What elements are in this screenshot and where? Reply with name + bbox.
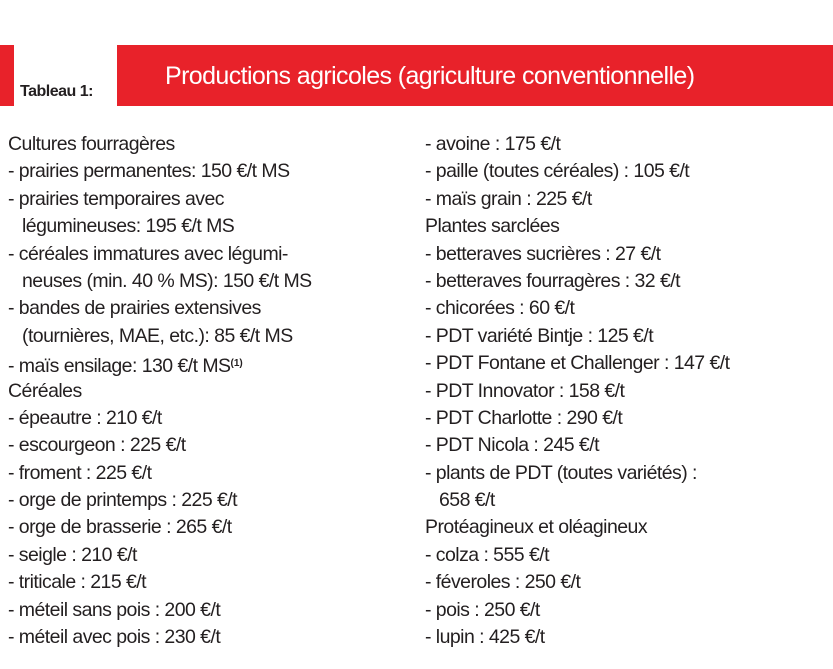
left-column bbox=[8, 131, 312, 651]
table-label: Tableau 1: bbox=[20, 83, 93, 100]
list-item bbox=[8, 487, 312, 514]
list-item bbox=[8, 542, 312, 569]
list-item-text: - colza : 555 €/t bbox=[425, 543, 549, 566]
header-band bbox=[0, 45, 833, 106]
list-item bbox=[425, 295, 729, 322]
list-item-text: - triticale : 215 €/t bbox=[8, 571, 147, 594]
list-item bbox=[425, 432, 729, 459]
list-item-text: - céréales immatures avec légumi- bbox=[8, 242, 288, 265]
list-item-text: Plantes sarclées bbox=[425, 215, 560, 238]
list-item-text: - paille (toutes céréales) : 105 €/t bbox=[425, 160, 690, 183]
list-item bbox=[425, 542, 729, 569]
list-item-text: - lupin : 425 €/t bbox=[425, 626, 545, 649]
list-item bbox=[8, 624, 312, 651]
list-item bbox=[425, 569, 729, 596]
list-item bbox=[425, 378, 729, 405]
right-column bbox=[425, 131, 729, 651]
list-item-text: - bandes de prairies extensives bbox=[8, 297, 261, 320]
list-item bbox=[425, 241, 729, 268]
list-item-text: - maïs grain : 225 €/t bbox=[425, 187, 592, 210]
list-item-text: - méteil avec pois : 230 €/t bbox=[8, 626, 221, 649]
list-item bbox=[8, 295, 312, 322]
list-item-text: Céréales bbox=[8, 379, 82, 402]
list-item bbox=[8, 158, 312, 185]
list-item bbox=[8, 597, 312, 624]
list-item-text: - féveroles : 250 €/t bbox=[425, 571, 581, 594]
list-item-text: Protéagineux et oléagineux bbox=[425, 516, 648, 539]
list-item bbox=[8, 432, 312, 459]
list-item-text: - PDT Fontane et Challenger : 147 €/t bbox=[425, 352, 730, 375]
list-item bbox=[8, 514, 312, 541]
list-item-text: - pois : 250 €/t bbox=[425, 598, 540, 621]
list-item-text: - escourgeon : 225 €/t bbox=[8, 434, 186, 457]
list-item bbox=[425, 460, 729, 487]
list-item bbox=[425, 405, 729, 432]
list-item-text: - plants de PDT (toutes variétés) : bbox=[425, 461, 697, 484]
list-item bbox=[425, 186, 729, 213]
table-label-box bbox=[14, 27, 117, 106]
list-item-text: - PDT Innovator : 158 €/t bbox=[425, 379, 625, 402]
table-title: Productions agricoles (agriculture conventionnelle) bbox=[165, 62, 695, 90]
list-item bbox=[425, 624, 729, 651]
list-item-text: - avoine : 175 €/t bbox=[425, 133, 561, 155]
list-item-text: - méteil sans pois : 200 €/t bbox=[8, 598, 221, 621]
list-item-text: - épeautre : 210 €/t bbox=[8, 406, 162, 429]
list-item-text: - orge de printemps : 225 €/t bbox=[8, 489, 238, 512]
list-item-text: - PDT Nicola : 245 €/t bbox=[425, 434, 599, 457]
list-item bbox=[425, 213, 729, 240]
list-item bbox=[8, 213, 312, 240]
list-item bbox=[425, 323, 729, 350]
list-item-text: - prairies permanentes: 150 €/t MS bbox=[8, 160, 290, 183]
list-item-text: (tournières, MAE, etc.): 85 €/t MS bbox=[22, 324, 293, 347]
list-item-text: - betteraves fourragères : 32 €/t bbox=[425, 269, 680, 292]
list-item-text: - PDT Charlotte : 290 €/t bbox=[425, 406, 623, 429]
list-item bbox=[8, 268, 312, 295]
list-item bbox=[8, 241, 312, 268]
list-item-text: - prairies temporaires avec bbox=[8, 187, 224, 210]
list-item bbox=[8, 131, 312, 158]
list-item bbox=[8, 460, 312, 487]
list-item-text: - betteraves sucrières : 27 €/t bbox=[425, 242, 661, 265]
list-item-text: - orge de brasserie : 265 €/t bbox=[8, 516, 232, 539]
list-item bbox=[8, 378, 312, 405]
list-item bbox=[8, 350, 312, 377]
list-item-text: neuses (min. 40 % MS): 150 €/t MS bbox=[22, 269, 312, 292]
list-item bbox=[425, 350, 729, 377]
list-item-text: - maïs ensilage: 130 €/t MS bbox=[8, 355, 231, 378]
list-item-text: - chicorées : 60 €/t bbox=[425, 297, 575, 320]
list-item bbox=[425, 158, 729, 185]
list-item bbox=[8, 323, 312, 350]
list-item bbox=[8, 186, 312, 213]
list-item bbox=[425, 131, 729, 158]
list-item bbox=[425, 268, 729, 295]
list-item-text: légumineuses: 195 €/t MS bbox=[22, 215, 235, 238]
footnote-marker: (1) bbox=[230, 358, 243, 370]
list-item bbox=[8, 405, 312, 432]
list-item-text: Cultures fourragères bbox=[8, 133, 175, 155]
list-item-text: 658 €/t bbox=[439, 489, 495, 512]
list-item bbox=[8, 569, 312, 596]
list-item bbox=[425, 597, 729, 624]
list-item bbox=[425, 514, 729, 541]
list-item bbox=[425, 487, 729, 514]
list-item-text: - PDT variété Bintje : 125 €/t bbox=[425, 324, 654, 347]
list-item-text: - froment : 225 €/t bbox=[8, 461, 152, 484]
list-item-text: - seigle : 210 €/t bbox=[8, 543, 137, 566]
